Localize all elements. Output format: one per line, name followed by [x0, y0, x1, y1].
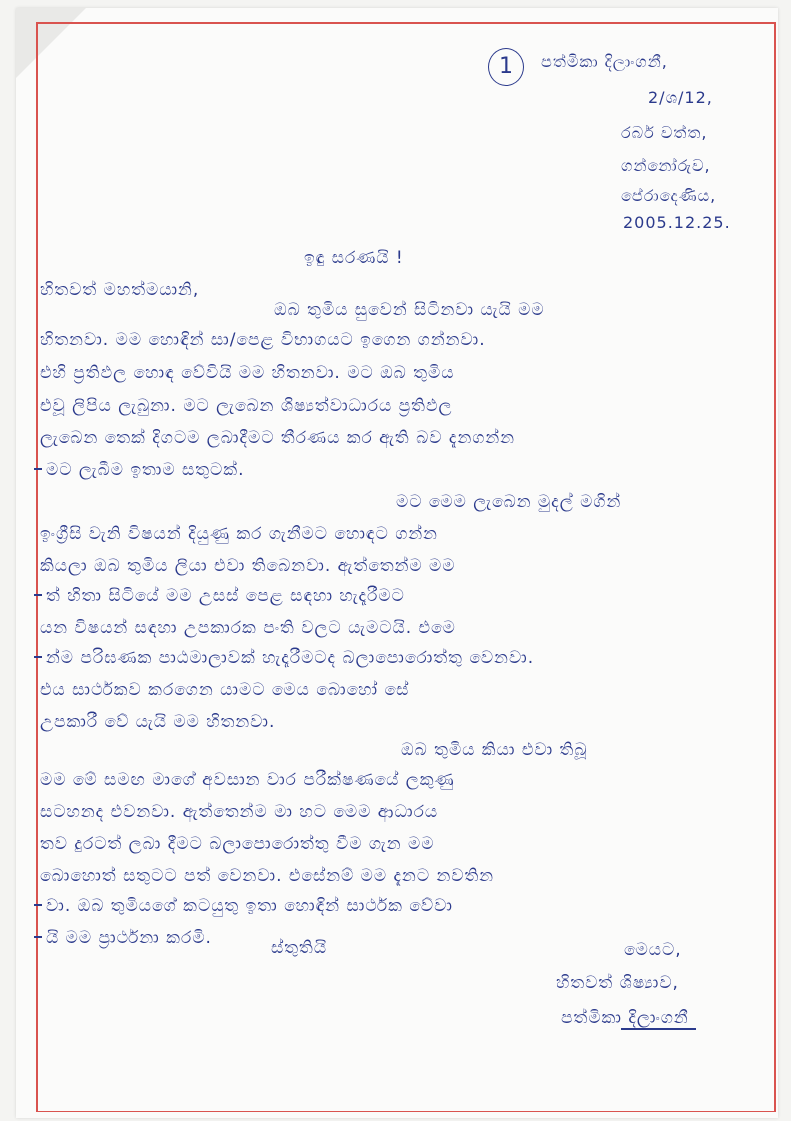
body-line: වා. ඔබ තුමියගේ කටයුතු ඉතා හොඳින් සාර්ථක වේවා [46, 896, 453, 916]
margin-bottom-rule [36, 1111, 776, 1113]
body-line: කියලා ඔබ තුමිය ලියා එවා තිබෙනවා. ඇත්තෙන්ම මම [40, 556, 456, 576]
letter-page [16, 8, 778, 1118]
body-line: එය සාර්ථකව කරගෙන යාමට මෙය බොහෝ සේ [40, 680, 410, 700]
body-line: උපකාරී වේ යැයි මම හිතනවා. [40, 712, 276, 732]
closing-line: හිතවත් ශිෂ්‍යාව, [556, 973, 679, 993]
salutation: හිතවත් මහත්මයානි, [40, 280, 200, 300]
body-line: යි මම ප්‍රාර්ථනා කරමි. [46, 928, 212, 948]
body-line: එහි ප්‍රතිඵල හොඳ වේවියි මම හිතනවා. මට ඔබ තුමිය [40, 363, 455, 383]
letter-date: 2005.12.25. [623, 213, 731, 232]
blessing: ස්තුතියි [271, 938, 328, 958]
body-line: මම මේ සමඟ මාගේ අවසාන වාර පරීක්ෂණයේ ලකුණු [40, 770, 455, 790]
sender-address-line: 2/ශ/12, [648, 88, 713, 107]
margin-tick [34, 594, 42, 596]
margin-tick [34, 468, 42, 470]
body-line: ඉංග්‍රීසි වැනි විෂයන් දියුණු කර ගැනීමට හොඳට ගන්න [40, 524, 438, 544]
body-line: ලැබෙන තෙක් දිගටම ලබාදීමට තීරණය කර ඇති බව දැනගන්න [40, 428, 516, 448]
margin-tick [34, 904, 42, 906]
body-line: ත් හිතා සිටියේ මම උසස් පෙළ සඳහා හැදෑරීමට [46, 586, 405, 606]
body-line: යන විෂයන් සඳහා උපකාරක පංති වලට යැමටයි. එමෙ [40, 618, 456, 638]
body-line: මට මෙම ලැබෙන මුදල් මගින් [396, 492, 622, 512]
sender-address-line: රබර් වත්ත, [621, 123, 708, 142]
margin-top-rule [36, 22, 776, 24]
sender-address-line: පේරාදෙණිය, [621, 186, 717, 205]
body-line: සටහනද එවනවා. ඇත්තෙන්ම මා හට මෙම ආධාරය [40, 802, 439, 822]
page-number: 1 [488, 48, 524, 86]
signature-underline [621, 1028, 696, 1030]
margin-tick [34, 936, 42, 938]
greeting: ඉඳු සරණයි ! [304, 248, 404, 268]
margin-left-rule [36, 22, 38, 1112]
body-line: බොහොත් සතුටට පත් වෙනවා. එසේනම් මම දැනට නවතින [40, 866, 495, 886]
page-fold-corner [16, 8, 86, 78]
body-line: ඔබ තුමිය සුවෙන් සිටිනවා යැයි මම [274, 300, 545, 320]
body-line: තව දුරටත් ලබා දීමට බලාපොරොත්තු වීම ගැන මම [40, 834, 435, 854]
sender-name: පත්මිකා දිලාංගනී, [541, 52, 668, 71]
sender-address-line: ගන්නෝරුව, [621, 156, 711, 175]
body-line: එවූ ලිපිය ලැබුනා. මට ලැබෙන ශිෂ්‍යත්වාධාරය ප්‍රතිඵල [40, 396, 453, 416]
body-line: ඔබ තුමිය කියා එවා තිබූ [401, 740, 588, 760]
margin-right-rule [774, 22, 776, 1112]
signature: පත්මිකා දිලාංගනී [561, 1008, 689, 1028]
closing: මෙයට, [624, 940, 682, 960]
body-line: න්ම පරිඝණක පාඨමාලාවක් හැදෑරීමටද බලාපොරොත්තු වෙනවා. [46, 648, 535, 668]
body-line: හිතනවා. මම හොඳින් සා/පෙළ විභාගයට ඉගෙන ගන්නවා. [40, 330, 486, 350]
body-line: මට ලැබීම ඉතාම සතුටක්. [46, 460, 245, 480]
margin-tick [34, 656, 42, 658]
